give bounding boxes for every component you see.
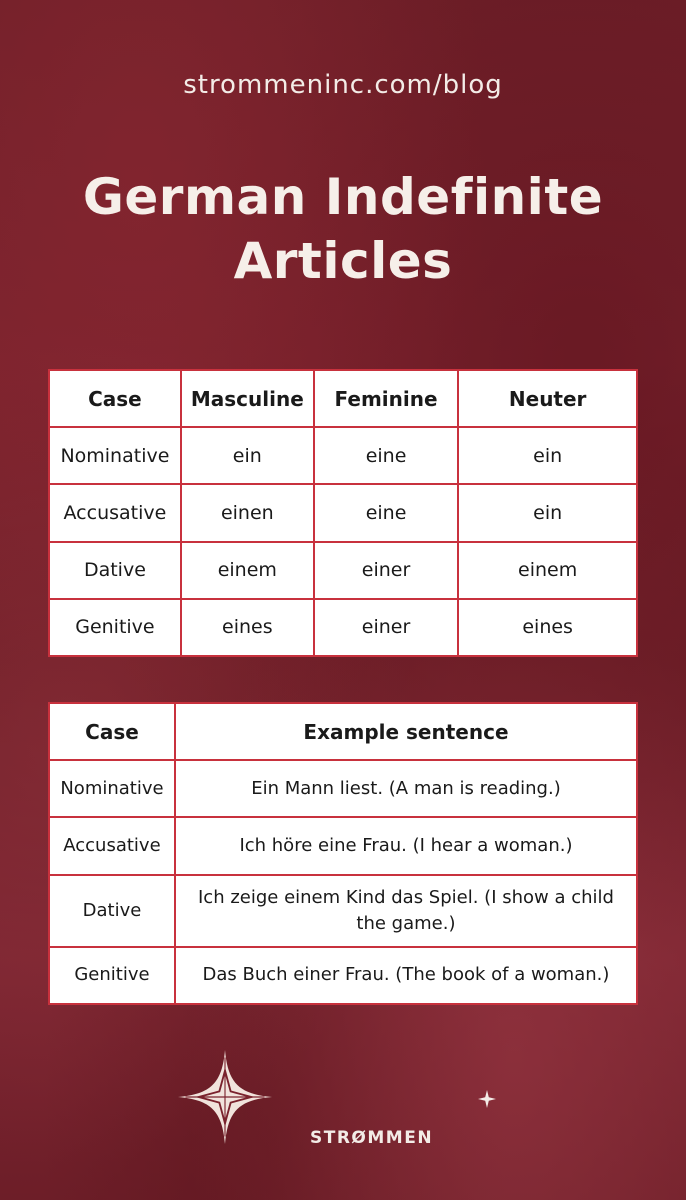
case-cell: Nominative [49, 427, 181, 484]
feminine-cell: einer [314, 599, 459, 656]
neuter-cell: eines [458, 599, 637, 656]
header-neuter: Neuter [458, 370, 637, 427]
small-star-icon [478, 1090, 496, 1108]
neuter-cell: ein [458, 484, 637, 541]
page-title [0, 165, 686, 293]
case-cell: Accusative [49, 484, 181, 541]
table-row [49, 427, 637, 484]
site-url: strommeninc.com/blog [183, 70, 503, 100]
case-cell: Nominative [49, 760, 175, 817]
header-example-sentence: Example sentence [175, 703, 637, 760]
example-cell: Ich höre eine Frau. (I hear a woman.) [175, 817, 637, 874]
table-header-row [49, 370, 637, 427]
example-cell: Ich zeige einem Kind das Spiel. (I show a child the game.) [175, 875, 637, 947]
neuter-cell: einem [458, 542, 637, 599]
case-cell: Genitive [49, 599, 181, 656]
table-row [49, 599, 637, 656]
example-cell: Das Buch einer Frau. (The book of a woman.) [175, 947, 637, 1004]
table-header-row [49, 703, 637, 760]
table-row [49, 484, 637, 541]
masculine-cell: einen [181, 484, 314, 541]
masculine-cell: einem [181, 542, 314, 599]
brand-wordmark: STRØMMEN [310, 1128, 434, 1148]
table-row [49, 817, 637, 874]
feminine-cell: eine [314, 427, 459, 484]
examples-table [48, 702, 638, 1005]
case-cell: Dative [49, 542, 181, 599]
table-row [49, 760, 637, 817]
masculine-cell: eines [181, 599, 314, 656]
feminine-cell: eine [314, 484, 459, 541]
case-cell: Accusative [49, 817, 175, 874]
header-feminine: Feminine [314, 370, 459, 427]
neuter-cell: ein [458, 427, 637, 484]
four-point-star-icon [178, 1050, 272, 1144]
page-title-line-1: German Indefinite [82, 168, 604, 226]
feminine-cell: einer [314, 542, 459, 599]
table-row [49, 947, 637, 1004]
header-case: Case [49, 370, 181, 427]
header-case: Case [49, 703, 175, 760]
example-cell: Ein Mann liest. (A man is reading.) [175, 760, 637, 817]
case-cell: Genitive [49, 947, 175, 1004]
header-masculine: Masculine [181, 370, 314, 427]
masculine-cell: ein [181, 427, 314, 484]
table-row [49, 542, 637, 599]
table-row [49, 875, 637, 947]
page-title-line-2: Articles [233, 232, 453, 290]
articles-table [48, 369, 638, 657]
case-cell: Dative [49, 875, 175, 947]
